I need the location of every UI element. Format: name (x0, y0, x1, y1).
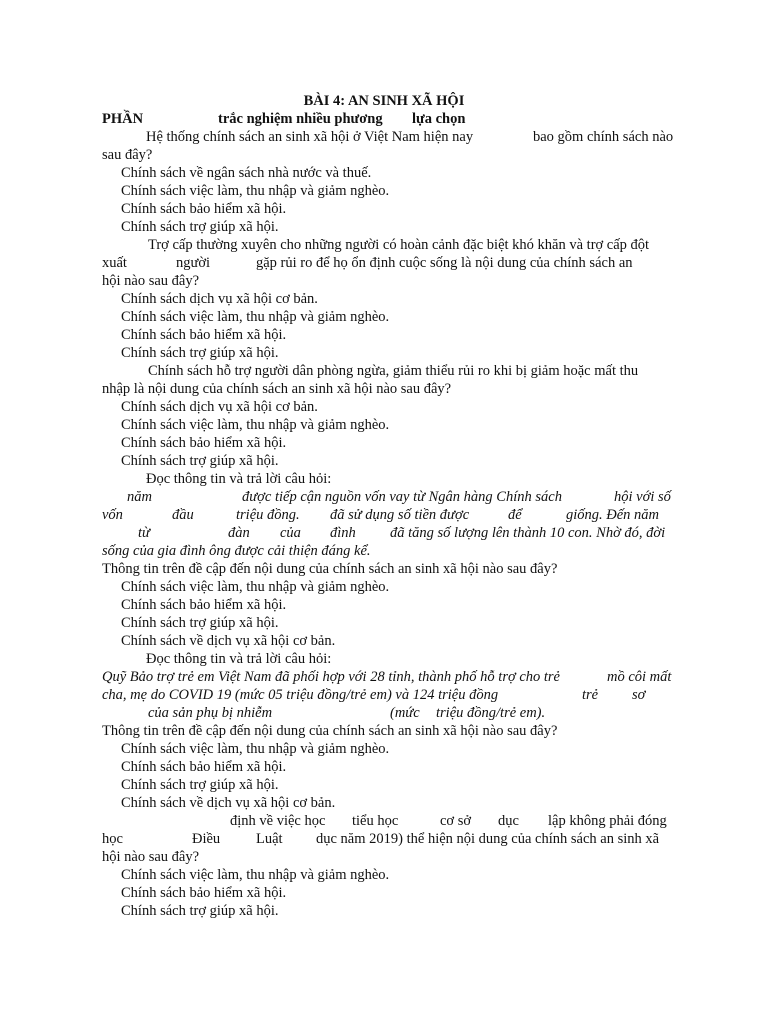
q1-option: Chính sách việc làm, thu nhập và giảm nghèo. (121, 183, 390, 199)
q2-stem-line3: hội nào sau đây? (102, 273, 200, 289)
q4-option: Chính sách việc làm, thu nhập và giảm nghèo. (121, 579, 390, 595)
q4-passage-word: để (508, 507, 522, 523)
section-suffix: lựa chọn (412, 111, 466, 127)
q4-passage-word: hội với số (614, 489, 671, 505)
q4-option: Chính sách về dịch vụ xã hội cơ bản. (121, 633, 336, 649)
section-prefix: PHẦN (102, 111, 144, 127)
q4-passage-word: đầu (172, 507, 194, 523)
q6-stem-word: tiểu học (352, 813, 399, 829)
q4-passage-word: từ (138, 525, 150, 541)
q1-stem-tail: bao gồm chính sách nào (533, 129, 674, 145)
q4-passage-word: vốn (102, 507, 123, 523)
q2-option: Chính sách trợ giúp xã hội. (121, 345, 279, 361)
q4-passage-word: đàn (228, 525, 250, 541)
q3-stem-line2: nhập là nội dung của chính sách an sinh xã hội nào sau đây? (102, 381, 452, 397)
q5-intro: Đọc thông tin và trả lời câu hỏi: (146, 651, 332, 667)
q6-stem-word: định về việc học (230, 813, 326, 829)
q4-passage-word: được tiếp cận nguồn vốn vay từ Ngân hàng Chính sách (242, 489, 562, 505)
q2-stem-word: người (176, 255, 211, 271)
q2-stem: Trợ cấp thường xuyên cho những người có hoàn cảnh đặc biệt khó khăn và trợ cấp đột (148, 237, 650, 253)
q6-stem-word: dục (498, 813, 519, 829)
q5-passage: mồ côi mất (607, 669, 672, 685)
q3-option: Chính sách việc làm, thu nhập và giảm nghèo. (121, 417, 390, 433)
q5-option: Chính sách trợ giúp xã hội. (121, 777, 279, 793)
q2-option: Chính sách dịch vụ xã hội cơ bản. (121, 291, 318, 307)
q2-option: Chính sách bảo hiểm xã hội. (121, 327, 287, 343)
q6-option: Chính sách việc làm, thu nhập và giảm nghèo. (121, 867, 390, 883)
q5-passage: trẻ (582, 687, 599, 703)
page-title: BÀI 4: AN SINH XÃ HỘI (303, 93, 465, 109)
q4-passage-word: của (280, 525, 301, 541)
q4-passage-word: giống. Đến năm (566, 507, 660, 523)
q2-stem-word: xuất (102, 255, 127, 271)
q6-stem-word: Luật (256, 831, 283, 847)
q4-question: Thông tin trên đề cập đến nội dung của chính sách an sinh xã hội nào sau đây? (102, 561, 558, 577)
q3-option: Chính sách trợ giúp xã hội. (121, 453, 279, 469)
q6-option: Chính sách trợ giúp xã hội. (121, 903, 279, 919)
q4-intro: Đọc thông tin và trả lời câu hỏi: (146, 471, 332, 487)
q6-stem-word: dục năm 2019) thể hiện nội dung của chính sách an sinh xã (316, 831, 660, 847)
q4-passage-word: triệu đồng. (236, 507, 300, 523)
q4-option: Chính sách bảo hiểm xã hội. (121, 597, 287, 613)
q1-stem-line2: sau đây? (102, 147, 153, 163)
q5-passage: của sản phụ bị nhiễm (148, 705, 273, 721)
q1-stem: Hệ thống chính sách an sinh xã hội ở Việt Nam hiện nay (146, 129, 474, 145)
q6-stem-word: học (102, 831, 123, 847)
q6-stem-line3: hội nào sau đây? (102, 849, 200, 865)
q3-option: Chính sách bảo hiểm xã hội. (121, 435, 287, 451)
q4-passage-word: đã sử dụng số tiền được (330, 507, 470, 523)
q5-passage: Quỹ Bảo trợ trẻ em Việt Nam đã phối hợp với 28 tỉnh, thành phố hỗ trợ cho trẻ (102, 669, 560, 685)
q6-stem-word: lập không phải đóng (548, 813, 667, 829)
q4-passage-word: đã tăng số lượng lên thành 10 con. Nhờ đó, đời (390, 525, 666, 541)
q2-stem-word: gặp rủi ro để họ ổn định cuộc sống là nội dung của chính sách an (256, 255, 633, 271)
q4-passage-word: đình (330, 525, 356, 541)
q5-passage: triệu đồng/trẻ em). (436, 705, 546, 721)
q3-stem: Chính sách hỗ trợ người dân phòng ngừa, giảm thiểu rủi ro khi bị giảm hoặc mất thu (148, 363, 639, 379)
q6-stem-word: Điều (192, 831, 221, 847)
q5-passage: (mức (390, 705, 420, 721)
q1-option: Chính sách về ngân sách nhà nước và thuế. (121, 165, 372, 181)
q6-option: Chính sách bảo hiểm xã hội. (121, 885, 287, 901)
q1-option: Chính sách trợ giúp xã hội. (121, 219, 279, 235)
q3-option: Chính sách dịch vụ xã hội cơ bản. (121, 399, 318, 415)
q6-stem-word: cơ sở (440, 813, 472, 829)
q5-option: Chính sách việc làm, thu nhập và giảm nghèo. (121, 741, 390, 757)
section-heading: trắc nghiệm nhiều phương (218, 111, 383, 127)
q5-passage: cha, mẹ do COVID 19 (mức 05 triệu đồng/trẻ em) và 124 triệu đồng (102, 687, 499, 703)
q1-option: Chính sách bảo hiểm xã hội. (121, 201, 287, 217)
q2-option: Chính sách việc làm, thu nhập và giảm nghèo. (121, 309, 390, 325)
q4-passage-word: năm (127, 489, 152, 505)
q5-question: Thông tin trên đề cập đến nội dung của chính sách an sinh xã hội nào sau đây? (102, 723, 558, 739)
q4-passage-line4: sống của gia đình ông được cải thiện đáng kể. (102, 543, 371, 559)
q5-option: Chính sách bảo hiểm xã hội. (121, 759, 287, 775)
q4-option: Chính sách trợ giúp xã hội. (121, 615, 279, 631)
q5-option: Chính sách về dịch vụ xã hội cơ bản. (121, 795, 336, 811)
q5-passage: sơ (632, 687, 646, 703)
